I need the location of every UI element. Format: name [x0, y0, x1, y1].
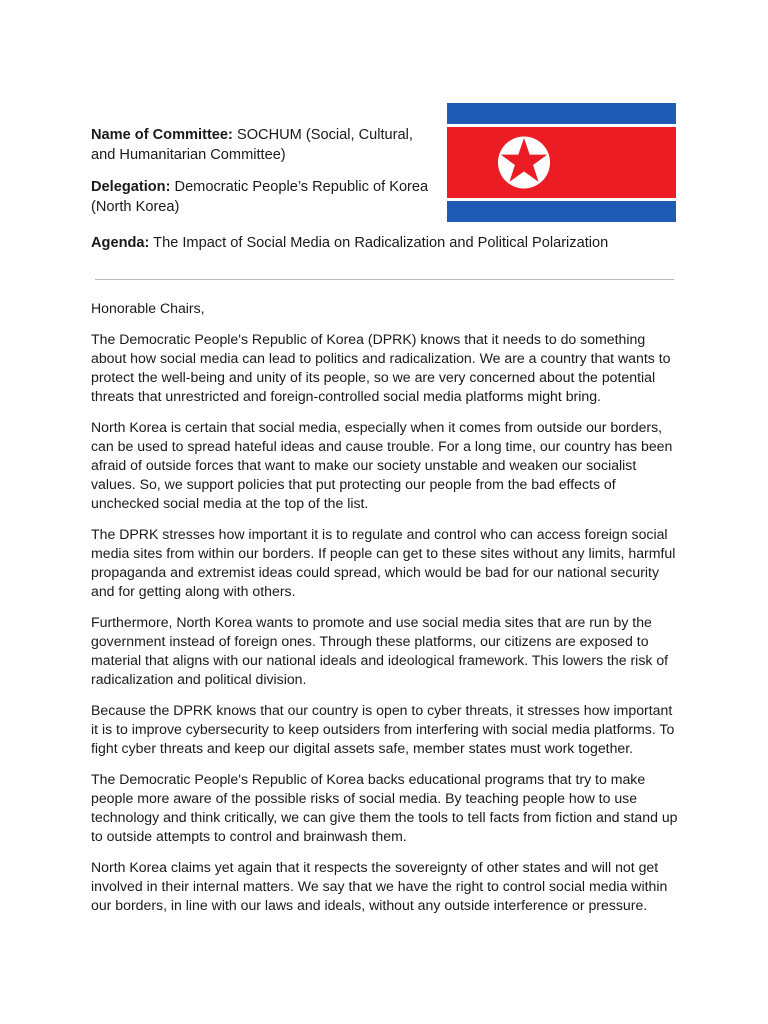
document-header [91, 125, 431, 229]
salutation: Honorable Chairs, [91, 300, 205, 316]
section-divider [95, 279, 674, 280]
body-paragraph: North Korea is certain that social media, especially when it comes from outside our borders, can be used to spread hateful ideas and cause trouble. For a long time, our country has been afraid of outside forces that want to make our society unstable and weaken our socialist values. So, we support policies that put protecting our people from the bad effects of unchecked social media at the top of the list. [91, 419, 673, 511]
flag-top-blue-stripe [447, 103, 676, 124]
body-paragraph: Because the DPRK knows that our country is open to cyber threats, it stresses how important it is to improve cybersecurity to keep outsiders from interfering with social media platforms. To fight cyber threats and keep our digital assets safe, member states must work together. [91, 702, 675, 756]
agenda-field [91, 233, 691, 253]
body-paragraph: The DPRK stresses how important it is to regulate and control who can access foreign social media sites from within our borders. If people can get to these sites without any limits, harmful propaganda and extremist ideas could spread, which would be bad for our national security and for getting along with others. [91, 526, 676, 599]
body-paragraph: The Democratic People's Republic of Korea (DPRK) knows that it needs to do something about how social media can lead to politics and radicalization. We are a country that wants to protect the well-being and unity of its people, so we are very concerned about the potential threats that unrestricted and foreign-controlled social media platforms might bring. [91, 331, 671, 404]
body-paragraph: Furthermore, North Korea wants to promote and use social media sites that are run by the government instead of foreign ones. Through these platforms, our citizens are exposed to material that aligns with our national ideals and ideological framework. This lowers the risk of radicalization and political division. [91, 614, 669, 687]
flag-red-band [447, 127, 676, 198]
delegation-value: Democratic People’s Republic of Korea (North Korea) [91, 179, 429, 215]
agenda-label: Agenda: [91, 235, 150, 251]
committee-label: Name of Committee: [91, 127, 233, 143]
delegation-label: Delegation: [91, 179, 171, 195]
body-paragraph: North Korea claims yet again that it respects the sovereignty of other states and will not get involved in their internal matters. We say that we have the right to control social media within our borders, in line with our laws and ideals, without any outside interference or pressure. [91, 859, 668, 913]
body-paragraph: The Democratic People's Republic of Korea backs educational programs that try to make people more aware of the possible risks of social media. By teaching people how to use technology and think critically, we can give them the tools to tell facts from fiction and stand up to outside attempts to control and brainwash them. [91, 771, 678, 844]
flag-bottom-blue-stripe [447, 201, 676, 222]
delegation-field [91, 177, 431, 217]
committee-field [91, 125, 431, 165]
committee-value: SOCHUM (Social, Cultural, and Humanitarian Committee) [91, 127, 413, 163]
north-korea-flag-icon [447, 103, 676, 222]
document-body [91, 299, 683, 927]
flag-bottom-white-stripe [447, 198, 676, 201]
agenda-value: The Impact of Social Media on Radicalization and Political Polarization [149, 235, 609, 251]
flag-top-white-stripe [447, 124, 676, 127]
